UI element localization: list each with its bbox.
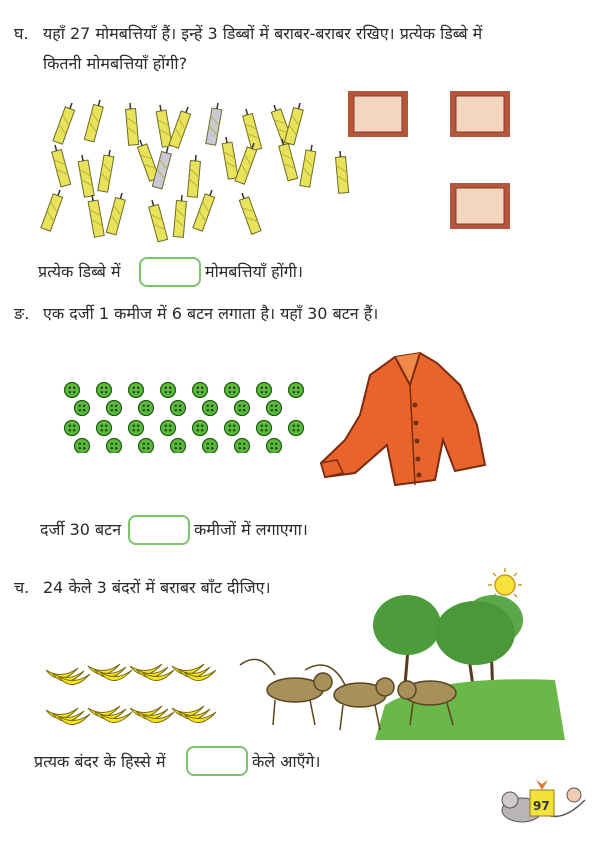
sewing-button	[225, 383, 240, 398]
sewing-button	[257, 421, 272, 436]
sewing-button	[193, 383, 208, 398]
sewing-button	[129, 421, 144, 436]
banana-bunch	[88, 706, 132, 723]
sewing-button	[161, 421, 176, 436]
banana-bunch	[46, 708, 90, 725]
sewing-button	[235, 401, 250, 416]
sewing-button	[107, 401, 122, 416]
sewing-button	[107, 439, 122, 454]
box-3	[450, 183, 510, 229]
boxes-illustration	[340, 85, 530, 245]
answer-cha-input[interactable]	[186, 746, 248, 776]
question-cha-marker: च.	[14, 578, 30, 597]
sewing-button	[97, 383, 112, 398]
candle	[53, 101, 77, 144]
bananas-illustration	[40, 652, 220, 737]
candle	[147, 199, 168, 242]
banana-bunch	[172, 664, 216, 681]
box-1	[348, 91, 408, 137]
candle	[221, 136, 238, 179]
candle	[77, 154, 94, 197]
sewing-button	[267, 401, 282, 416]
candle	[284, 102, 305, 145]
candle	[187, 155, 201, 198]
sewing-button	[235, 439, 250, 454]
sewing-button	[257, 383, 272, 398]
question-gha-line2: कितनी मोमबत्तियाँ होंगी?	[43, 54, 188, 73]
question-cha-line1: 24 केले 3 बंदरों में बराबर बाँट दीजिए।	[43, 578, 271, 597]
shirt-illustration	[315, 345, 495, 490]
answer-cha-suffix: केले आएँगे।	[252, 752, 321, 771]
sewing-button	[129, 383, 144, 398]
banana-bunch	[172, 706, 216, 723]
banana-bunch	[130, 706, 174, 723]
sewing-button	[75, 439, 90, 454]
banana-bunch	[46, 668, 90, 685]
question-gha-line1: यहाँ 27 मोमबत्तियाँ हैं। इन्हें 3 डिब्बों में बराबर-बराबर रखिए। प्रत्येक डिब्बे में	[43, 24, 483, 43]
sewing-button	[65, 421, 80, 436]
sewing-button	[161, 383, 176, 398]
page-number: 97	[533, 799, 550, 813]
candle	[50, 144, 71, 187]
sewing-button	[193, 421, 208, 436]
answer-gha-prefix: प्रत्येक डिब्बे में	[38, 262, 121, 281]
candle	[125, 103, 139, 146]
sewing-button	[75, 401, 90, 416]
candle	[206, 102, 223, 145]
candle	[169, 105, 193, 148]
candle	[87, 194, 104, 237]
candle	[155, 104, 172, 147]
sewing-button	[97, 421, 112, 436]
sewing-button	[203, 401, 218, 416]
answer-nga-prefix: दर्जी 30 बटन	[40, 520, 122, 539]
candle	[241, 108, 262, 151]
candle	[84, 99, 105, 142]
candle	[300, 144, 317, 187]
sewing-button	[65, 383, 80, 398]
sewing-button	[289, 383, 304, 398]
sewing-button	[139, 401, 154, 416]
trees	[373, 595, 565, 740]
answer-nga-suffix: कमीजों में लगाएगा।	[194, 520, 308, 539]
box-2	[450, 91, 510, 137]
banana-bunch	[130, 664, 174, 681]
sewing-button	[171, 439, 186, 454]
answer-gha-input[interactable]	[139, 257, 201, 287]
sewing-button	[171, 401, 186, 416]
sewing-button	[267, 439, 282, 454]
banana-bunch	[88, 664, 132, 681]
question-gha-marker: घ.	[14, 24, 29, 43]
answer-nga-input[interactable]	[128, 515, 190, 545]
answer-cha-prefix: प्रत्यक बंदर के हिस्से में	[34, 752, 166, 771]
candle	[237, 191, 261, 234]
answer-gha-suffix: मोमबत्तियाँ होंगी।	[205, 262, 303, 281]
question-nga-marker: ङ.	[14, 304, 30, 323]
candle	[98, 149, 115, 192]
candle	[41, 188, 65, 231]
sewing-button	[289, 421, 304, 436]
sewing-button	[203, 439, 218, 454]
candle	[106, 192, 127, 235]
sewing-button	[139, 439, 154, 454]
question-nga-line1: एक दर्जी 1 कमीज में 6 बटन लगाता है। यहाँ 30 बटन हैं।	[43, 304, 379, 323]
monkeys-trees-illustration	[235, 565, 585, 745]
buttons-illustration	[60, 378, 310, 453]
sewing-button	[225, 421, 240, 436]
candle	[173, 195, 187, 238]
